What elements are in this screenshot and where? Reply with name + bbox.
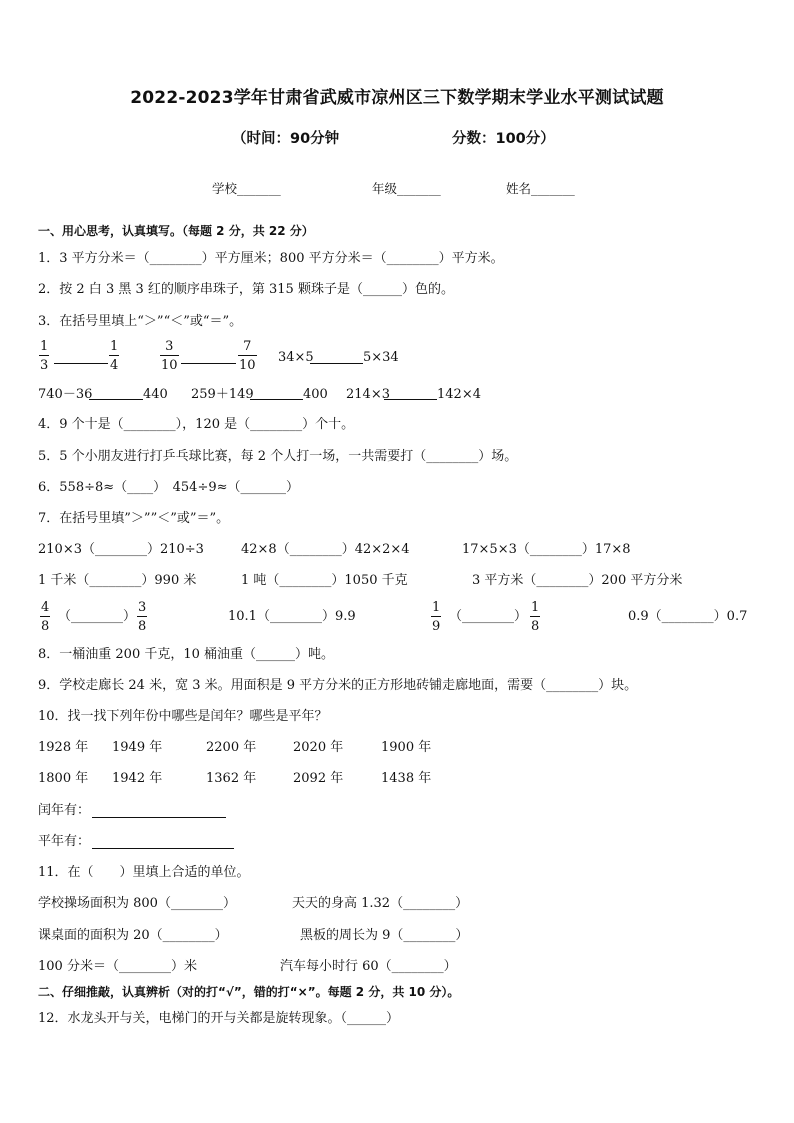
fraction-denominator: 8: [40, 616, 50, 633]
answer-blank[interactable]: [54, 363, 108, 364]
unit-item: 课桌面的面积为 20（________）: [38, 928, 228, 943]
fraction-numerator: 7: [243, 339, 252, 354]
fraction-numerator: 1: [40, 339, 49, 354]
year-item: 1949 年: [112, 740, 163, 755]
fraction-1-3: [39, 340, 49, 372]
answer-blank[interactable]: （________）: [449, 609, 528, 624]
unit-item: 汽车每小时行 60（________）: [280, 959, 457, 974]
fraction-numerator: 3: [138, 600, 147, 615]
common-years-answer-line[interactable]: [92, 848, 234, 849]
expression: 259＋149: [191, 387, 254, 402]
answer-blank[interactable]: （________）: [58, 609, 137, 624]
question-5: 5．5 个小朋友进行打乒乓球比赛，每 2 个人打一场，一共需要打（________）场。: [38, 449, 518, 464]
question-9: 9．学校走廊长 24 米，宽 3 米。用面积是 9 平方分米的正方形地砖铺走廊地面，需要（________）块。: [38, 678, 638, 693]
fraction-denominator: 10: [238, 355, 257, 372]
fraction-denominator: 3: [39, 355, 49, 372]
unit-item: 黑板的周长为 9（________）: [300, 928, 469, 943]
page-title: 2022-2023学年甘肃省武威市凉州区三下数学期末学业水平测试试题: [130, 88, 664, 108]
unit-item: 天天的身高 1.32（________）: [292, 896, 469, 911]
question-6: 6．558÷8≈（____） 454÷9≈（_______）: [38, 480, 300, 495]
fraction-4-8: [40, 601, 50, 633]
compare-item: 3 平方米（________）200 平方分米: [472, 573, 683, 588]
fraction-numerator: 4: [41, 600, 50, 615]
exam-time: （时间：90分钟: [232, 131, 340, 147]
fraction-3-10: [160, 340, 179, 372]
unit-item: 100 分米＝（________）米: [38, 959, 197, 974]
compare-item: 0.9（________）0.7: [628, 609, 748, 624]
answer-blank[interactable]: [250, 399, 303, 400]
compare-item: 10.1（________）9.9: [228, 609, 356, 624]
year-item: 2020 年: [293, 740, 344, 755]
fraction-1-8: [530, 601, 540, 633]
expression: 440: [143, 387, 168, 402]
school-field: 学校_______: [212, 181, 281, 196]
year-item: 1438 年: [381, 771, 432, 786]
question-7: 7．在括号里填”＞””＜”或”＝”。: [38, 511, 230, 526]
common-years-label: 平年有：: [38, 834, 91, 849]
expression: 214×3: [346, 387, 390, 402]
year-item: 2200 年: [206, 740, 257, 755]
compare-item: 210×3（________）210÷3: [38, 542, 204, 557]
fraction-1-9: [431, 601, 441, 633]
unit-item: 学校操场面积为 800（________）: [38, 896, 236, 911]
question-4: 4．9 个十是（________），120 是（________）个十。: [38, 417, 355, 432]
year-item: 2092 年: [293, 771, 344, 786]
year-item: 1942 年: [112, 771, 163, 786]
answer-blank[interactable]: [384, 399, 437, 400]
question-2: 2．按 2 白 3 黑 3 红的顺序串珠子，第 315 颗珠子是（______）色的。: [38, 282, 454, 297]
fraction-3-8: [137, 601, 147, 633]
compare-item: 42×8（________）42×2×4: [241, 542, 410, 557]
grade-field: 年级_______: [372, 181, 441, 196]
fraction-numerator: 1: [531, 600, 540, 615]
compare-item: 1 吨（________）1050 千克: [241, 573, 408, 588]
expression: 34×5: [278, 350, 314, 365]
fraction-numerator: 3: [165, 339, 174, 354]
question-1: 1．3 平方分米＝（________）平方厘米；800 平方分米＝（________）平方米。: [38, 251, 504, 266]
question-12: 12．水龙头开与关，电梯门的开与关都是旋转现象。（______）: [38, 1011, 400, 1026]
year-item: 1900 年: [381, 740, 432, 755]
leap-years-label: 闰年有：: [38, 803, 91, 818]
year-item: 1928 年: [38, 740, 89, 755]
fraction-numerator: 1: [432, 600, 441, 615]
fraction-denominator: 4: [109, 355, 119, 372]
section2-heading: 二、仔细推敲，认真辨析（对的打“√”，错的打“×”。每题 2 分，共 10 分）。: [38, 985, 460, 999]
compare-item: 17×5×3（________）17×8: [462, 542, 631, 557]
answer-blank[interactable]: [89, 399, 143, 400]
expression: 5×34: [363, 350, 399, 365]
question-8: 8．一桶油重 200 千克，10 桶油重（______）吨。: [38, 647, 335, 662]
fraction-numerator: 1: [110, 339, 119, 354]
expression: 740－36: [38, 387, 93, 402]
fraction-denominator: 8: [530, 616, 540, 633]
fraction-denominator: 8: [137, 616, 147, 633]
fraction-7-10: [238, 340, 257, 372]
year-item: 1800 年: [38, 771, 89, 786]
answer-blank[interactable]: [310, 363, 363, 364]
compare-item: 1 千米（________）990 米: [38, 573, 197, 588]
answer-blank[interactable]: [181, 363, 236, 364]
year-item: 1362 年: [206, 771, 257, 786]
name-field: 姓名_______: [506, 181, 575, 196]
leap-years-answer-line[interactable]: [92, 817, 226, 818]
question-3: 3．在括号里填上“＞”“＜”或“＝”。: [38, 314, 243, 329]
expression: 400: [303, 387, 328, 402]
fraction-denominator: 10: [160, 355, 179, 372]
exam-score: 分数：100分）: [452, 131, 555, 147]
section1-heading: 一、用心思考，认真填写。（每题 2 分，共 22 分）: [38, 224, 314, 238]
question-11: 11．在（ ）里填上合适的单位。: [38, 865, 250, 880]
question-10: 10．找一找下列年份中哪些是闰年？哪些是平年？: [38, 709, 328, 724]
fraction-denominator: 9: [431, 616, 441, 633]
expression: 142×4: [437, 387, 481, 402]
fraction-1-4: [109, 340, 119, 372]
